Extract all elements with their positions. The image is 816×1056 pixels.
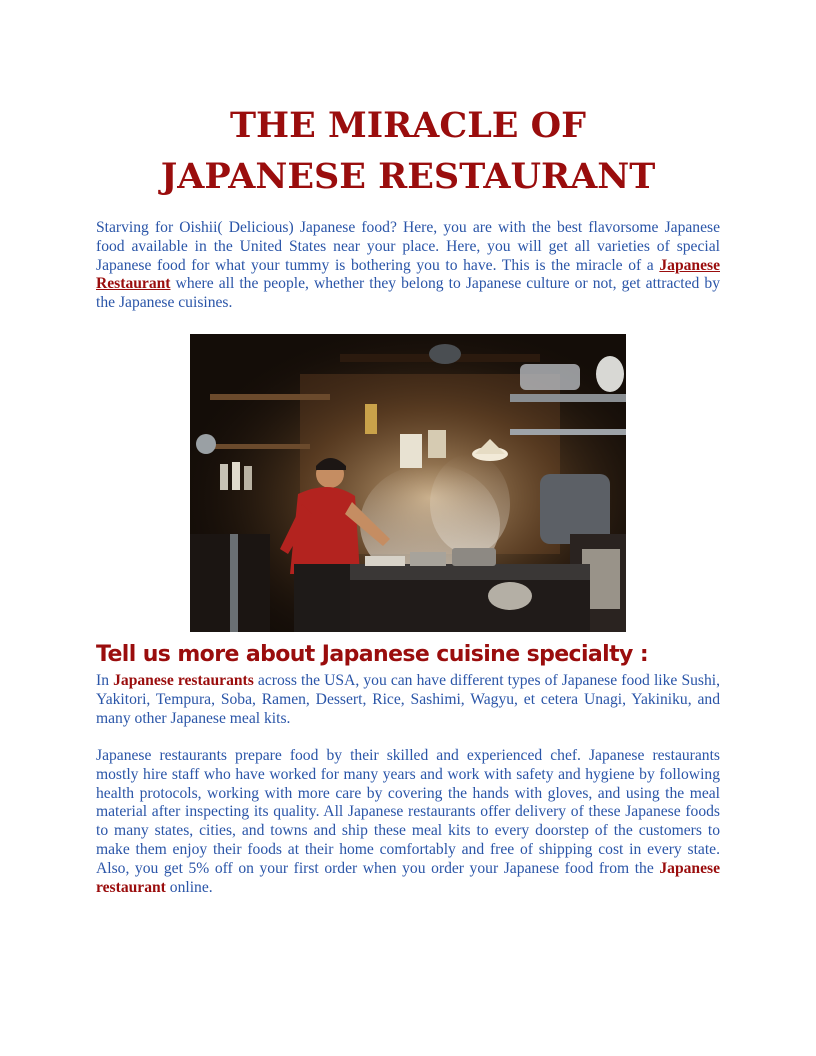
- japanese-restaurant-link[interactable]: Japanese Restaurant: [96, 256, 720, 293]
- chef-paragraph: [96, 747, 720, 897]
- intro-text-end: where all the people, whether they belong to Japanese culture or not, get attracted by the Japanese cuisines.: [96, 275, 720, 312]
- page-title: [96, 100, 720, 202]
- japanese-restaurant-highlight: Japanese restaurant: [96, 859, 720, 896]
- title-line-2: JAPANESE RESTAURANT: [160, 156, 656, 197]
- intro-text-start: Starving for Oishii( Delicious) Japanese food? Here, you are with the best flavorsome Japanese food available in the United States near your place. Here, you will get all varieties of special Japanese food for what your tummy is bothering you to have. This is the miracle of a: [96, 219, 720, 274]
- japanese-restaurants-highlight: Japanese restaurants: [113, 672, 254, 689]
- intro-paragraph: [96, 219, 720, 313]
- title-line-1: THE MIRACLE OF: [230, 105, 586, 146]
- restaurant-kitchen-photo: [190, 334, 626, 632]
- chef-text-end: online.: [165, 878, 213, 896]
- chef-text-start: Japanese restaurants prepare food by their skilled and experienced chef. Japanese restaurants mostly hire staff who have worked for many years and work with safety and hygiene by following health protocols, working with more care by covering the hands with gloves, and using the meal material after inspecting its quality. All Japanese restaurants offer delivery of these Japanese foods to many states, cities, and towns and ship these meal kits to every doorstep of the customers to make them enjoy their foods at their home comfortably and free of shipping cost in every state. Also, you get 5% off on your first order when you order your Japanese food from the: [96, 747, 720, 877]
- section-heading: Tell us more about Japanese cuisine specialty :: [96, 642, 649, 667]
- cuisine-paragraph: [96, 672, 720, 728]
- cuisine-text-end: across the USA, you can have different types of Japanese food like Sushi, Yakitori, Tempura, Soba, Ramen, Dessert, Rice, Sashimi, Wagyu, et cetera Unagi, Yakiniku, and many other Japanese meal kits.: [96, 672, 721, 727]
- cuisine-text-start: In: [96, 672, 114, 689]
